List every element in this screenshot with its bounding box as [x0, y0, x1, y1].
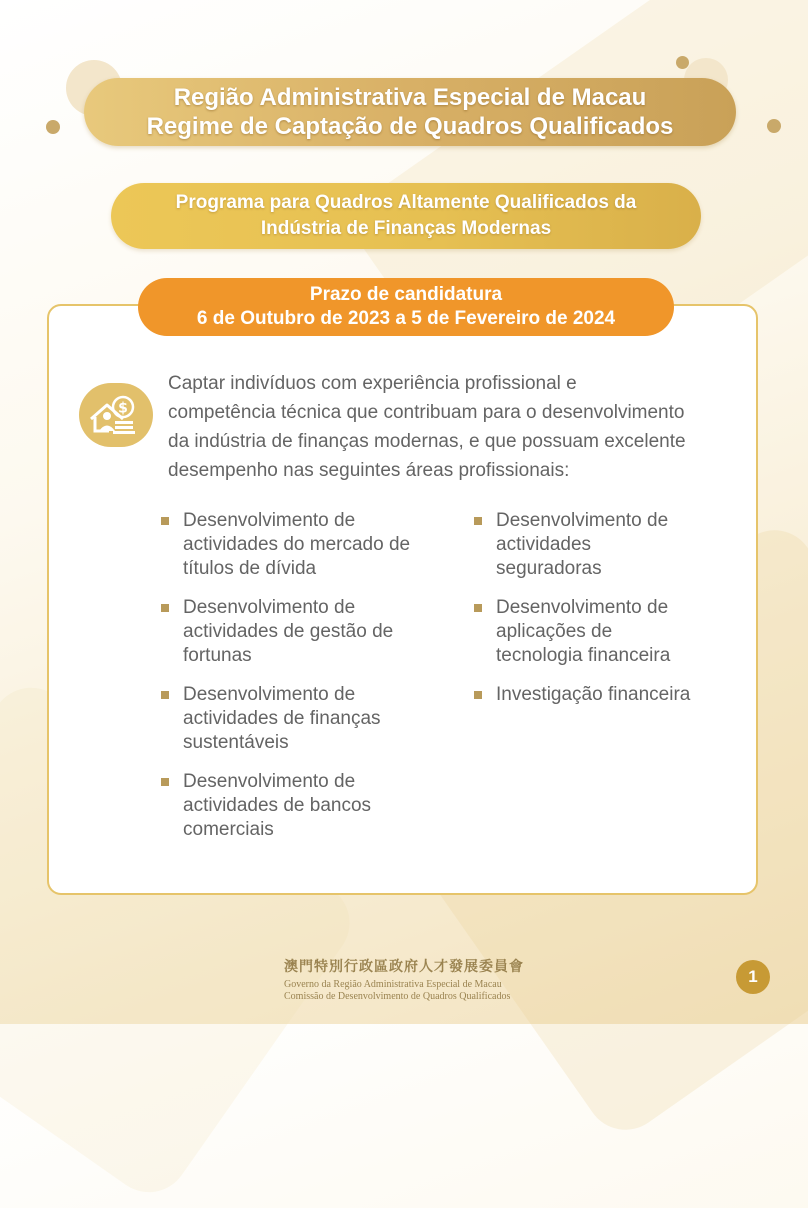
list-item-line: actividades do mercado de: [183, 534, 411, 555]
intro-line: desempenho nas seguintes áreas profissionais:: [168, 460, 570, 481]
list-item-line: Desenvolvimento de: [496, 597, 669, 618]
intro-line: competência técnica que contribuam para o desenvolvimento: [168, 402, 685, 423]
deadline-label: Prazo de candidatura: [309, 284, 503, 305]
title-line: Regime de Captação de Quadros Qualificados: [146, 113, 674, 140]
intro-text: [168, 369, 758, 485]
list-item-line: Investigação financeira: [496, 684, 691, 705]
list-item: [160, 683, 460, 770]
finance-person-icon: [79, 383, 153, 447]
areas-list-left: [160, 509, 460, 857]
list-item-line: actividades: [496, 534, 592, 555]
list-item-line: títulos de dívida: [183, 558, 317, 579]
decorative-dot: [46, 120, 60, 134]
list-item: [473, 596, 753, 683]
program-title-line: Programa para Quadros Altamente Qualificados da: [175, 192, 637, 213]
footer-org-chinese: 澳門特別行政區政府人才發展委員會: [284, 959, 524, 975]
list-item-line: aplicações de: [496, 621, 613, 642]
list-item: [473, 683, 753, 770]
list-item: [160, 596, 460, 683]
footer-org-line: Governo da Região Administrativa Especial de Macau: [284, 979, 502, 990]
list-item-line: sustentáveis: [183, 732, 289, 753]
list-item-line: Desenvolvimento de: [183, 684, 356, 705]
list-item-line: comerciais: [183, 819, 274, 840]
deadline-dates: 6 de Outubro de 2023 a 5 de Fevereiro de 2024: [196, 308, 616, 329]
areas-list-right: [473, 509, 753, 770]
footer-org-line: Comissão de Desenvolvimento de Quadros Qualificados: [284, 991, 511, 1002]
program-title: [111, 183, 701, 249]
list-item-line: seguradoras: [496, 558, 602, 579]
list-item: [473, 509, 753, 596]
intro-line: da indústria de finanças modernas, e que possuam excelente: [168, 431, 686, 452]
intro-line: Captar indivíduos com experiência profissional e: [168, 373, 577, 394]
list-item-line: fortunas: [183, 645, 252, 666]
list-item-line: Desenvolvimento de: [496, 510, 669, 531]
decorative-dot: [676, 56, 689, 69]
list-item: [160, 770, 460, 857]
page-number: 1: [736, 960, 770, 994]
program-title-line: Indústria de Finanças Modernas: [260, 218, 552, 239]
list-item-line: actividades de finanças: [183, 708, 381, 729]
list-item-line: Desenvolvimento de: [183, 597, 356, 618]
title-line: Região Administrativa Especial de Macau: [173, 84, 647, 111]
list-item: [160, 509, 460, 596]
list-item-line: Desenvolvimento de: [183, 771, 356, 792]
list-item-line: Desenvolvimento de: [183, 510, 356, 531]
list-item-line: actividades de gestão de: [183, 621, 394, 642]
list-item-line: tecnologia financeira: [496, 645, 671, 666]
list-item-line: actividades de bancos: [183, 795, 372, 816]
deadline-banner: [138, 278, 674, 336]
svg-text:$: $: [118, 400, 128, 417]
page-title: [84, 78, 736, 146]
decorative-dot: [767, 119, 781, 133]
